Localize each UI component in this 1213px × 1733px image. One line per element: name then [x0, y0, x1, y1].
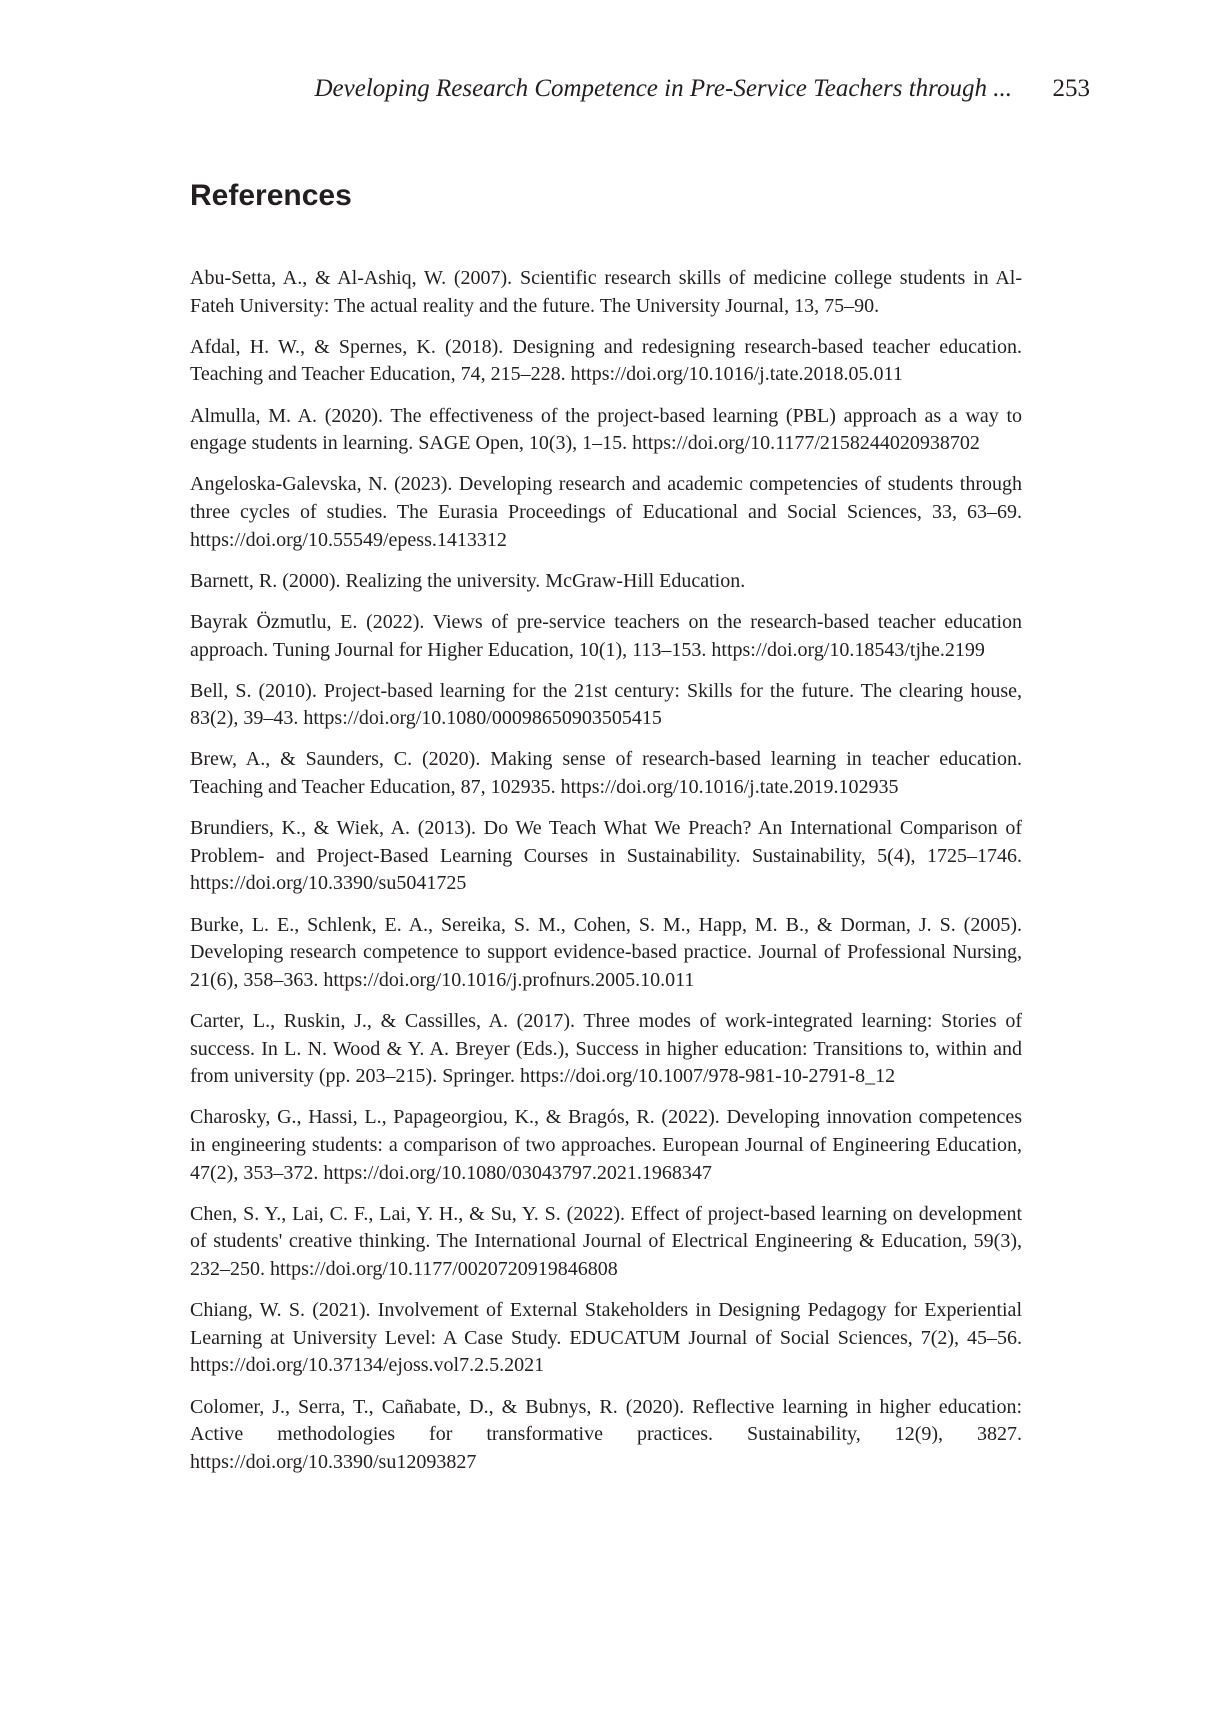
- running-head: [190, 72, 1090, 106]
- reference-item: Brundiers, K., & Wiek, A. (2013). Do We Teach What We Preach? An International Comparison of Problem- and Project-Based Learning Courses in Sustainability. Sustainability, 5(4), 1725–1746. https://doi.org/10.3390/su5041725: [190, 817, 1022, 895]
- reference-list: [190, 265, 1022, 1490]
- reference-item: Charosky, G., Hassi, L., Papageorgiou, K., & Bragós, R. (2022). Developing innovation competences in engineering students: a comparison of two approaches. European Journal of Engineering Education, 47(2), 353–372. https://doi.org/10.1080/03043797.2021.1968347: [190, 1106, 1022, 1184]
- reference-item: Bell, S. (2010). Project-based learning for the 21st century: Skills for the future. The clearing house, 83(2), 39–43. https://doi.org/10.1080/00098650903505415: [190, 679, 1022, 730]
- reference-item: Carter, L., Ruskin, J., & Cassilles, A. (2017). Three modes of work-integrated learning: Stories of success. In L. N. Wood & Y. A. Breyer (Eds.), Success in higher education: Transitions to, within and from university (pp. 203–215). Springer. https://doi.org/10.1007/978-981-10-2791-8_12: [190, 1010, 1022, 1088]
- reference-item: Chiang, W. S. (2021). Involvement of External Stakeholders in Designing Pedagogy for Experiential Learning at University Level: A Case Study. EDUCATUM Journal of Social Sciences, 7(2), 45–56. https://doi.org/10.37134/ejoss.vol7.2.5.2021: [190, 1299, 1022, 1377]
- reference-item: Angeloska-Galevska, N. (2023). Developing research and academic competencies of students through three cycles of studies. The Eurasia Proceedings of Educational and Social Sciences, 33, 63–69. https://doi.org/10.55549/epess.1413312: [190, 473, 1022, 551]
- reference-item: Colomer, J., Serra, T., Cañabate, D., & Bubnys, R. (2020). Reflective learning in higher education: Active methodologies for transformative practices. Sustainability, 12(9), 3827. https://doi.org/10.3390/su12093827: [190, 1395, 1022, 1473]
- reference-item: Afdal, H. W., & Spernes, K. (2018). Designing and redesigning research-based teacher education. Teaching and Teacher Education, 74, 215–228. https://doi.org/10.1016/j.tate.2018.05.011: [190, 335, 1022, 386]
- running-title: Developing Research Competence in Pre-Service Teachers through ...: [314, 75, 1012, 102]
- reference-item: Barnett, R. (2000). Realizing the university. McGraw-Hill Education.: [190, 569, 746, 592]
- reference-item: Abu-Setta, A., & Al-Ashiq, W. (2007). Scientific research skills of medicine college students in Al-Fateh University: The actual reality and the future. The University Journal, 13, 75–90.: [190, 267, 1022, 317]
- reference-item: Almulla, M. A. (2020). The effectiveness of the project-based learning (PBL) approach as a way to engage students in learning. SAGE Open, 10(3), 1–15. https://doi.org/10.1177/2158244020938702: [190, 404, 1022, 455]
- section-heading: References: [190, 179, 352, 212]
- reference-item: Burke, L. E., Schlenk, E. A., Sereika, S. M., Cohen, S. M., Happ, M. B., & Dorman, J. S. (2005). Developing research competence to support evidence-based practice. Journal of Professional Nursing, 21(6), 358–363. https://doi.org/10.1016/j.profnurs.2005.10.011: [190, 913, 1022, 991]
- reference-item: Bayrak Özmutlu, E. (2022). Views of pre-service teachers on the research-based teacher education approach. Tuning Journal for Higher Education, 10(1), 113–153. https://doi.org/10.18543/tjhe.2199: [190, 610, 1022, 661]
- reference-item: Chen, S. Y., Lai, C. F., Lai, Y. H., & Su, Y. S. (2022). Effect of project-based learning on development of students' creative thinking. The International Journal of Electrical Engineering & Education, 59(3), 232–250. https://doi.org/10.1177/0020720919846808: [190, 1202, 1022, 1280]
- reference-item: Brew, A., & Saunders, C. (2020). Making sense of research-based learning in teacher education. Teaching and Teacher Education, 87, 102935. https://doi.org/10.1016/j.tate.2019.102935: [190, 748, 1022, 799]
- page-number: 253: [1052, 75, 1090, 102]
